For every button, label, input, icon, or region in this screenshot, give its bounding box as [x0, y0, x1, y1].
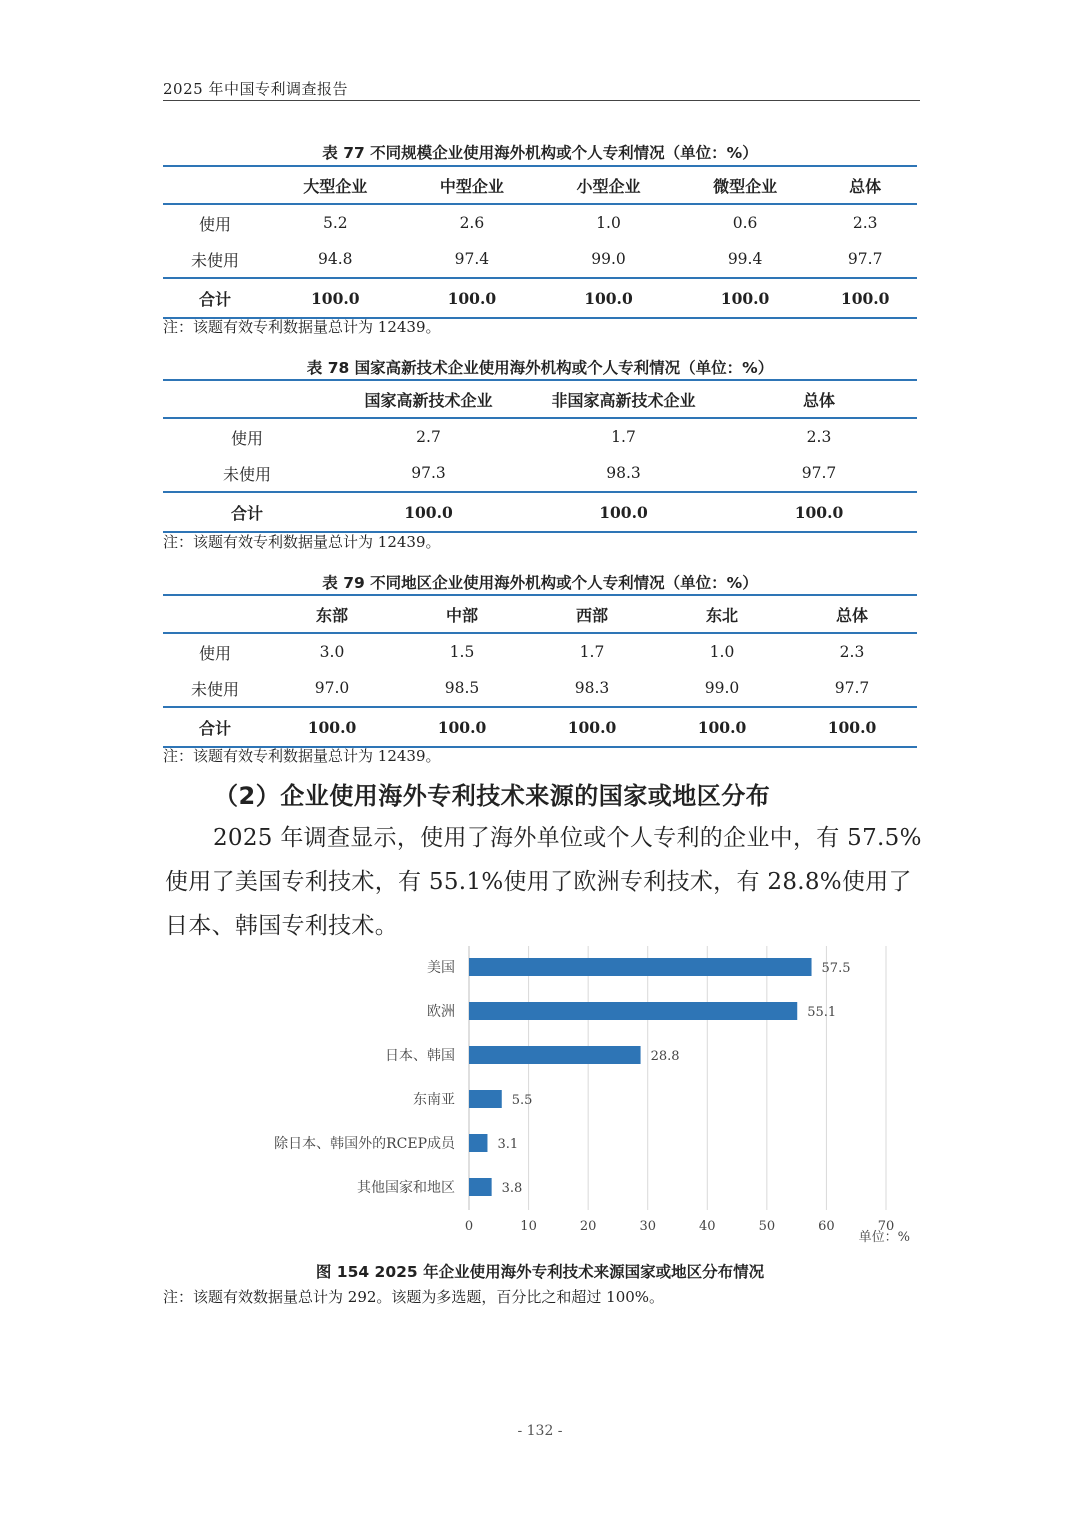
- category-label: 其他国家和地区: [357, 1180, 455, 1196]
- row-label: 合计: [163, 707, 267, 747]
- table-cell: 2.6: [404, 204, 541, 241]
- table-78-col: 国家高新技术企业: [331, 380, 526, 418]
- bar: [469, 1178, 492, 1196]
- tick-label: 70: [877, 1219, 895, 1234]
- category-label: 日本、韩国: [385, 1048, 455, 1064]
- data-label: 3.1: [497, 1137, 519, 1152]
- data-label: 5.5: [511, 1093, 533, 1108]
- tick-label: 30: [639, 1219, 656, 1234]
- table-79-col: 东北: [657, 595, 787, 633]
- table-79-title: 表 79 不同地区企业使用海外机构或个人专利情况（单位：%）: [322, 574, 758, 592]
- table-79-note: 注：该题有效专利数据量总计为 12439。: [163, 747, 441, 765]
- table-cell: 97.4: [454, 250, 490, 268]
- table-79-col: 东部: [267, 595, 397, 633]
- table-cell: 100.0: [331, 492, 526, 532]
- table-cell: 100.0: [813, 278, 917, 318]
- category-label: 除日本、韩国外的RCEP成员: [274, 1136, 455, 1152]
- page-number: - 132 -: [517, 1423, 563, 1439]
- bar: [469, 1090, 502, 1108]
- table-cell: 1.5: [397, 633, 527, 670]
- table-cell: 5.2: [267, 204, 404, 241]
- table-row: [163, 241, 917, 278]
- table-cell: 97.7: [801, 464, 837, 482]
- bar: [469, 1046, 641, 1064]
- data-label: 57.5: [821, 961, 851, 976]
- table-cell: 97.7: [834, 679, 870, 697]
- table-cell: 0.6: [677, 204, 814, 241]
- table-77-corner: [163, 166, 267, 204]
- bar: [469, 958, 812, 976]
- table-78-title: 表 78 国家高新技术企业使用海外机构或个人专利情况（单位：%）: [306, 359, 774, 377]
- row-label: 未使用: [190, 250, 239, 270]
- unit-label: 单位：%: [858, 1230, 910, 1245]
- table-cell: 97.0: [314, 679, 350, 697]
- table-79-corner: [163, 595, 267, 633]
- table-total-row: [163, 707, 917, 747]
- table-row: [163, 455, 917, 492]
- tick-label: 40: [699, 1219, 716, 1234]
- table-78-corner: [163, 380, 331, 418]
- tick-label: 20: [579, 1219, 597, 1234]
- figure-note: 注：该题有效数据量总计为 292。该题为多选题，百分比之和超过 100%。: [163, 1288, 665, 1306]
- category-label: 欧洲: [427, 1004, 455, 1020]
- row-label: 未使用: [222, 464, 271, 484]
- table-cell: 2.7: [331, 418, 526, 455]
- row-label: 未使用: [190, 679, 239, 699]
- table-row: [163, 418, 917, 455]
- table-row: [163, 633, 917, 670]
- table-cell: 100.0: [397, 707, 527, 747]
- table-77-col: 总体: [813, 166, 917, 204]
- table-cell: 2.3: [721, 418, 917, 455]
- table-row: [163, 204, 917, 241]
- table-cell: 2.3: [813, 204, 917, 241]
- table-cell: 97.3: [411, 464, 446, 482]
- tick-label: 10: [520, 1219, 537, 1234]
- data-label: 55.1: [807, 1005, 837, 1020]
- table-cell: 99.0: [591, 250, 626, 268]
- table-cell: 100.0: [526, 492, 721, 532]
- table-cell: 2.3: [787, 633, 917, 670]
- row-label: 使用: [163, 633, 267, 670]
- bar: [469, 1002, 797, 1020]
- table-78: [163, 379, 917, 533]
- data-label: 3.8: [501, 1181, 523, 1196]
- table-77-col: 中型企业: [404, 166, 541, 204]
- table-cell: 99.0: [704, 679, 740, 697]
- category-label: 东南亚: [413, 1092, 455, 1108]
- table-cell: 1.0: [540, 204, 677, 241]
- row-label: 使用: [163, 204, 267, 241]
- table-78-col: 非国家高新技术企业: [526, 380, 721, 418]
- row-label: 使用: [163, 418, 331, 455]
- header-rule: [163, 100, 920, 101]
- table-cell: 100.0: [721, 492, 917, 532]
- running-header: 2025 年中国专利调查报告: [163, 80, 348, 98]
- table-total-row: [163, 278, 917, 318]
- section-heading: （2）企业使用海外专利技术来源的国家或地区分布: [214, 782, 771, 810]
- tick-label: 50: [758, 1219, 776, 1234]
- body-paragraph: 2025 年调查显示，使用了海外单位或个人专利的企业中，有 57.5%使用了美国专利技术，有 55.1%使用了欧洲专利技术，有 28.8%使用了日本、韩国专利技术。: [165, 825, 922, 939]
- table-77-title: 表 77 不同规模企业使用海外机构或个人专利情况（单位：%）: [322, 144, 758, 162]
- table-78-note: 注：该题有效专利数据量总计为 12439。: [163, 533, 441, 551]
- table-row: [163, 670, 917, 707]
- table-cell: 100.0: [267, 278, 404, 318]
- row-label: 合计: [163, 492, 331, 532]
- category-label: 美国: [427, 960, 455, 976]
- table-79-col: 总体: [787, 595, 917, 633]
- figure-caption: 图 154 2025 年企业使用海外专利技术来源国家或地区分布情况: [315, 1263, 765, 1281]
- table-79: [163, 594, 917, 748]
- table-cell: 100.0: [267, 707, 397, 747]
- table-cell: 100.0: [404, 278, 541, 318]
- table-cell: 98.3: [606, 464, 641, 482]
- bar: [469, 1134, 487, 1152]
- table-79-col: 西部: [527, 595, 657, 633]
- table-79-col: 中部: [397, 595, 527, 633]
- table-cell: 100.0: [787, 707, 917, 747]
- table-77: [163, 165, 917, 319]
- bar-chart: [250, 940, 930, 1250]
- table-78-col: 总体: [721, 380, 917, 418]
- table-cell: 97.7: [847, 250, 883, 268]
- row-label: 合计: [163, 278, 267, 318]
- table-77-note: 注：该题有效专利数据量总计为 12439。: [163, 318, 441, 336]
- data-label: 28.8: [650, 1049, 680, 1064]
- table-cell: 1.7: [526, 418, 721, 455]
- table-cell: 100.0: [527, 707, 657, 747]
- table-cell: 100.0: [677, 278, 814, 318]
- tick-label: 60: [818, 1219, 835, 1234]
- table-cell: 98.5: [444, 679, 480, 697]
- table-cell: 99.4: [727, 250, 763, 268]
- table-cell: 1.7: [527, 633, 657, 670]
- table-cell: 98.3: [574, 679, 610, 697]
- table-cell: 1.0: [657, 633, 787, 670]
- table-total-row: [163, 492, 917, 532]
- table-cell: 100.0: [540, 278, 677, 318]
- table-cell: 94.8: [318, 250, 353, 268]
- table-77-col: 小型企业: [540, 166, 677, 204]
- table-77-col: 微型企业: [677, 166, 814, 204]
- table-cell: 100.0: [657, 707, 787, 747]
- table-cell: 3.0: [267, 633, 397, 670]
- table-77-col: 大型企业: [267, 166, 404, 204]
- tick-label: 0: [464, 1219, 474, 1234]
